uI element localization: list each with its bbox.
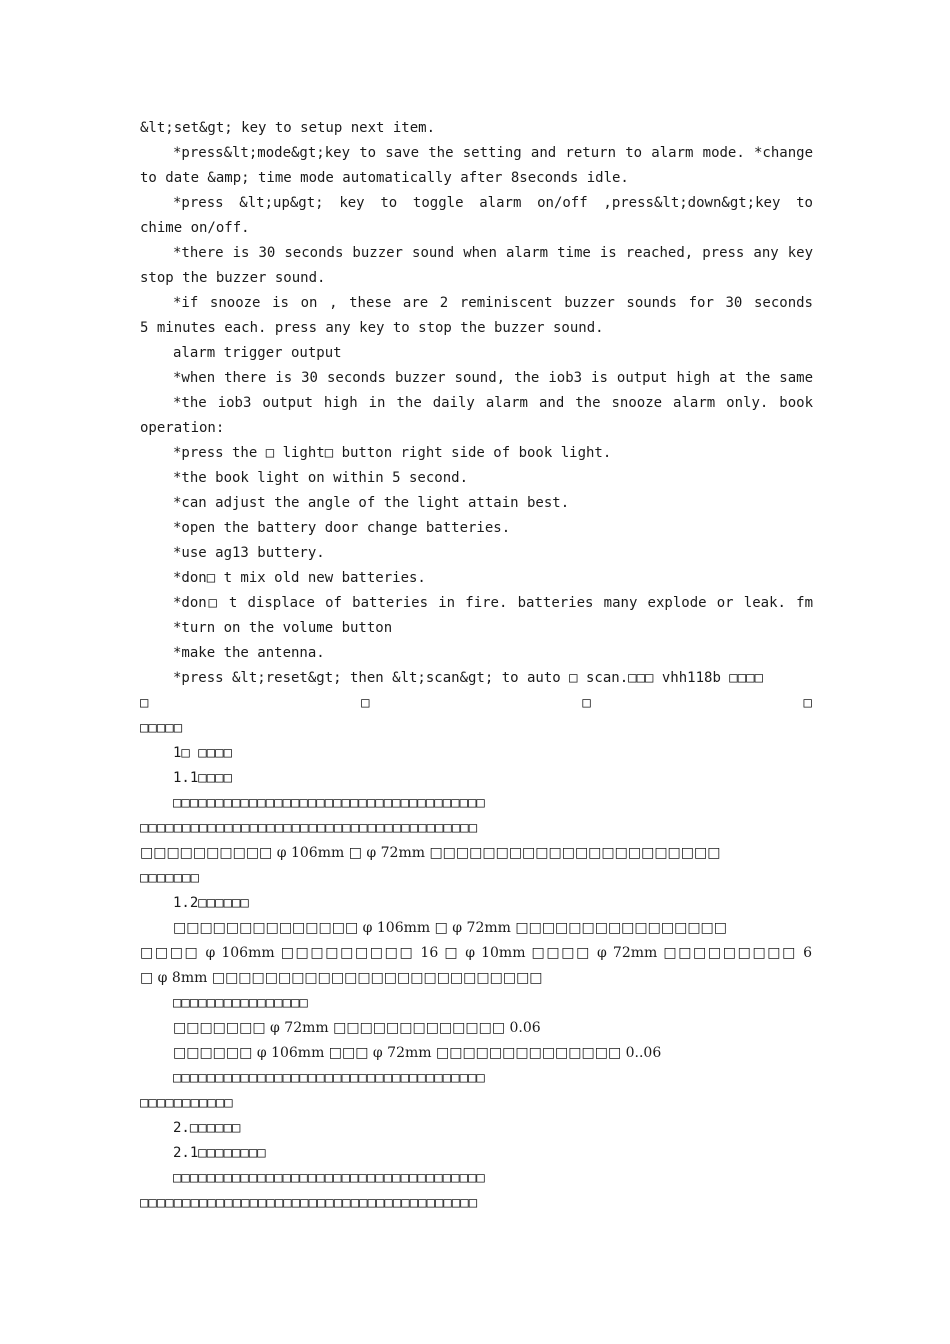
text-line: □□□□□□□□□□□□□□□□□□□□□□□□□□□□□□□□□□□□□ (173, 795, 485, 811)
text-line: *can adjust the angle of the light attain best. (173, 495, 570, 511)
text-line: 5 minutes each. press any key to stop the buzzer sound. (140, 320, 604, 336)
text-line: *there is 30 seconds buzzer sound when alarm time is reached, press any key (173, 245, 813, 261)
text-line: □□□□□□□ φ 72mm □□□□□□□□□□□□□ 0.06 (173, 1020, 541, 1036)
text-line: □□□□□□□□□□ φ 106mm □ φ 72mm □□□□□□□□□□□□□□□□□□□□□□ (140, 845, 721, 861)
text-line: □□□□□□□□□□□□□□□□□□□□□□□□□□□□□□□□□□□□□□□□ (140, 1195, 478, 1211)
text-line: □□□□□□□□□□□□□□□□ (173, 995, 308, 1011)
subsection-heading: 1.1□□□□ (173, 770, 233, 786)
text-line: □ φ 8mm □□□□□□□□□□□□□□□□□□□□□□□□□ (140, 970, 543, 986)
section-heading: 1□ □□□□ (173, 745, 233, 761)
text-line: *open the battery door change batteries. (173, 520, 511, 536)
text-line: □ □ □ □ (140, 695, 812, 711)
text-line: *when there is 30 seconds buzzer sound, the iob3 is output high at the same (173, 370, 813, 386)
text-line: *if snooze is on , these are 2 reminiscent buzzer sounds for 30 seconds (173, 295, 813, 311)
subsection-heading: 1.2□□□□□□ (173, 895, 249, 911)
text-line: *turn on the volume button (173, 620, 393, 636)
text-line: □□□□□□□ (140, 870, 200, 886)
text-line: *press &lt;reset&gt; then &lt;scan&gt; to auto □ scan.□□□ vhh118b □□□□ (173, 670, 764, 686)
text-line: □□□□ φ 106mm □□□□□□□□□ 16 □ φ 10mm □□□□ φ 72mm □□□□□□□□□ 6 (140, 945, 812, 961)
text-line: *don□ t displace of batteries in fire. batteries many explode or leak. fm (173, 595, 813, 611)
subsection-heading: 2.1□□□□□□□□ (173, 1145, 266, 1161)
text-line: &lt;set&gt; key to setup next item. (140, 120, 436, 136)
text-line: □□□□□□□□□□□□□□□□□□□□□□□□□□□□□□□□□□□□□□□□ (140, 820, 478, 836)
section-heading: 2.□□□□□□ (173, 1120, 241, 1136)
text-line: □□□□□□□□□□□ (140, 1095, 233, 1111)
text-line: *use ag13 buttery. (173, 545, 325, 561)
text-line: *press the □ light□ button right side of book light. (173, 445, 612, 461)
text-line: stop the buzzer sound. (140, 270, 326, 286)
text-line: *the book light on within 5 second. (173, 470, 469, 486)
text-line: *make the antenna. (173, 645, 325, 661)
text-line: □□□□□□□□□□□□□□□□□□□□□□□□□□□□□□□□□□□□□ (173, 1170, 485, 1186)
text-line: □□□□□□□□□□□□□□ φ 106mm □ φ 72mm □□□□□□□□□□□□□□□□ (173, 920, 727, 936)
text-line: *don□ t mix old new batteries. (173, 570, 426, 586)
text-line: operation: (140, 420, 225, 436)
text-line: chime on/off. (140, 220, 250, 236)
text-line: □□□□□□□□□□□□□□□□□□□□□□□□□□□□□□□□□□□□□ (173, 1070, 485, 1086)
text-line: alarm trigger output (173, 345, 342, 361)
text-line: *press &lt;up&gt; key to toggle alarm on/off ,press&lt;down&gt;key to (173, 195, 813, 211)
text-line: □□□□□ (140, 720, 183, 736)
text-line: □□□□□□ φ 106mm □□□ φ 72mm □□□□□□□□□□□□□□ 0..06 (173, 1045, 662, 1061)
text-line: *press&lt;mode&gt;key to save the setting and return to alarm mode. *change (173, 145, 813, 161)
text-line: *the iob3 output high in the daily alarm and the snooze alarm only. book (173, 395, 813, 411)
text-line: to date &amp; time mode automatically after 8seconds idle. (140, 170, 629, 186)
